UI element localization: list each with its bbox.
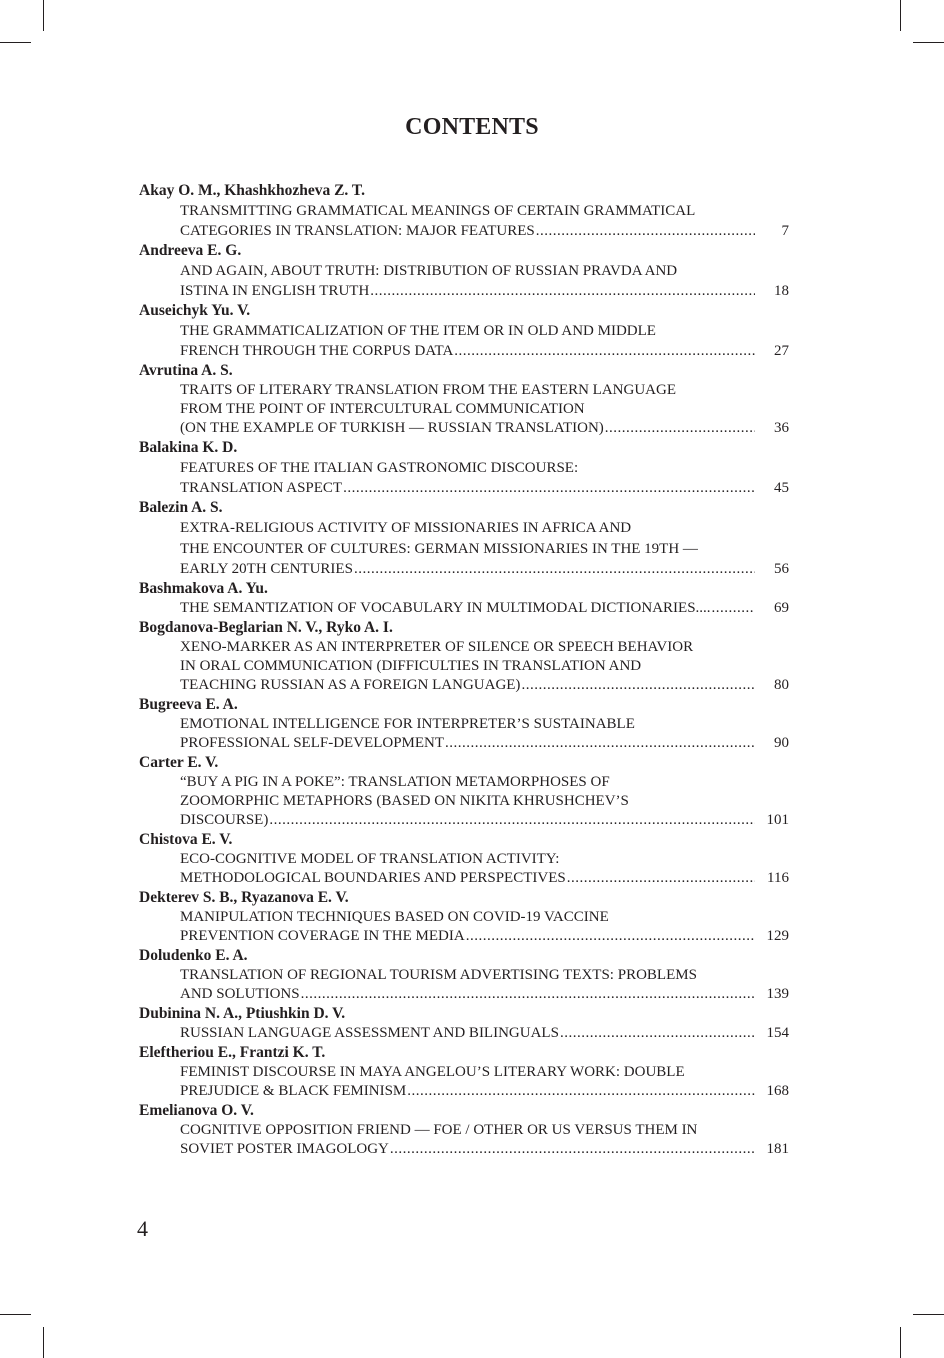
toc-title-line-with-page (139, 599, 789, 618)
toc-author: Balezin A. S. (139, 499, 223, 516)
toc-page-number: 18 (774, 283, 789, 299)
dot-leader (390, 1140, 755, 1159)
toc-page-number: 45 (774, 480, 789, 496)
dot-leader (712, 599, 755, 618)
toc-entry[interactable] (139, 946, 789, 1004)
toc-entry[interactable] (139, 888, 789, 946)
toc-title-line-with-page (139, 1082, 789, 1101)
toc-author: Dubinina N. A., Ptiushkin D. V. (139, 1005, 346, 1022)
toc-title-line: TRANSLATION OF REGIONAL TOURISM ADVERTISING TEXTS: PROBLEMS (180, 967, 697, 983)
toc-title-text: TEACHING RUSSIAN AS A FOREIGN LANGUAGE) (180, 677, 521, 693)
toc-title-line: EXTRA-RELIGIOUS ACTIVITY OF MISSIONARIES IN AFRICA AND (180, 520, 632, 536)
toc-title-text: PREJUDICE & BLACK FEMINISM (180, 1083, 407, 1099)
toc-title-text: PROFESSIONAL SELF-DEVELOPMENT (180, 735, 445, 751)
toc-title-line: FROM THE POINT OF INTERCULTURAL COMMUNICATION (180, 401, 585, 417)
toc-author: Auseichyk Yu. V. (139, 302, 251, 319)
toc-page-number: 181 (766, 1141, 789, 1157)
toc-entry[interactable] (139, 695, 789, 753)
toc-page-number: 56 (774, 561, 789, 577)
toc-title-line: AND AGAIN, ABOUT TRUTH: DISTRIBUTION OF RUSSIAN PRAVDA AND (180, 263, 678, 279)
toc-entry[interactable] (139, 361, 789, 438)
toc-title-line: XENO-MARKER AS AN INTERPRETER OF SILENCE OR SPEECH BEHAVIOR (180, 639, 694, 655)
crop-mark-top-left-vertical (43, 0, 44, 31)
toc-entry[interactable] (139, 301, 789, 361)
toc-title-line: IN ORAL COMMUNICATION (DIFFICULTIES IN TRANSLATION AND (180, 658, 642, 674)
toc-title-text: FRENCH THROUGH THE CORPUS DATA (180, 343, 454, 359)
page-number: 4 (137, 1216, 148, 1241)
toc-title-line-with-page (139, 1024, 789, 1043)
toc-page-number: 7 (781, 223, 789, 239)
toc-title-line-with-page (139, 985, 789, 1004)
toc-title-text: CATEGORIES IN TRANSLATION: MAJOR FEATURES (180, 223, 535, 239)
dot-leader (560, 1024, 755, 1043)
toc-entry[interactable] (139, 1101, 789, 1159)
toc-author: Doludenko E. A. (139, 947, 248, 964)
toc-title-line-with-page (139, 811, 789, 830)
toc-page-number: 69 (774, 600, 789, 616)
toc-title-line: ZOOMORPHIC METAPHORS (BASED ON NIKITA KHRUSHCHEV’S (180, 793, 629, 809)
dot-leader (445, 734, 755, 753)
crop-mark-bottom-right-vertical (900, 1327, 901, 1358)
toc-author: Andreeva E. G. (139, 242, 242, 259)
crop-mark-bottom-left-horizontal (0, 1314, 31, 1315)
toc-author: Bashmakova A. Yu. (139, 580, 268, 597)
dot-leader (370, 282, 755, 301)
toc-page-number: 90 (774, 735, 789, 751)
toc-title-text: DISCOURSE) (180, 812, 269, 828)
toc-title-text: EARLY 20TH CENTURIES (180, 561, 353, 577)
toc-page-number: 27 (774, 343, 789, 359)
toc-title-line: TRANSMITTING GRAMMATICAL MEANINGS OF CERTAIN GRAMMATICAL (180, 203, 696, 219)
dot-leader (521, 676, 755, 695)
toc-title-line: THE ENCOUNTER OF CULTURES: GERMAN MISSIONARIES IN THE 19TH — (180, 541, 698, 557)
toc-author: Bogdanova-Beglarian N. V., Ryko A. I. (139, 619, 393, 636)
toc-author: Avrutina A. S. (139, 362, 233, 379)
toc-title-line: FEMINIST DISCOURSE IN MAYA ANGELOU’S LITERARY WORK: DOUBLE (180, 1064, 685, 1080)
toc-title-line-with-page (139, 419, 789, 438)
toc-title-text: AND SOLUTIONS (180, 986, 300, 1002)
page-title: CONTENTS (405, 114, 539, 140)
toc-page-number: 168 (766, 1083, 789, 1099)
toc-page-number: 154 (766, 1025, 789, 1041)
dot-leader (407, 1082, 755, 1101)
toc-title-line-with-page (139, 560, 789, 579)
toc-title-text: ISTINA IN ENGLISH TRUTH (180, 283, 370, 299)
dot-leader (605, 419, 755, 438)
toc-entry[interactable] (139, 830, 789, 888)
toc-title-line: FEATURES OF THE ITALIAN GASTRONOMIC DISCOURSE: (180, 460, 579, 476)
toc-title-line-with-page (139, 282, 789, 301)
toc-title-line-with-page (139, 734, 789, 753)
toc-entry[interactable] (139, 241, 789, 301)
toc-title-text: PREVENTION COVERAGE IN THE MEDIA (180, 928, 465, 944)
toc-entry[interactable] (139, 618, 789, 695)
dot-leader (354, 560, 755, 579)
toc-title-line: EMOTIONAL INTELLIGENCE FOR INTERPRETER’S SUSTAINABLE (180, 716, 635, 732)
toc-author: Dekterev S. B., Ryazanova E. V. (139, 889, 349, 906)
toc-title-line-with-page (139, 869, 789, 888)
toc-title-text: SOVIET POSTER IMAGOLOGY (180, 1141, 389, 1157)
toc-entry[interactable] (139, 181, 789, 241)
toc-title-line-with-page (139, 927, 789, 946)
toc-title-line-with-page (139, 676, 789, 695)
dot-leader (536, 222, 755, 241)
toc-title-line-with-page (139, 342, 789, 361)
crop-mark-bottom-left-vertical (43, 1327, 44, 1358)
toc-page-number: 129 (766, 928, 789, 944)
dot-leader (567, 869, 755, 888)
dot-leader (301, 985, 755, 1004)
toc-page-number: 36 (774, 420, 789, 436)
toc-title-text: TRANSLATION ASPECT (180, 480, 343, 496)
toc-author: Eleftheriou E., Frantzi K. T. (139, 1044, 326, 1061)
toc-author: Emelianova O. V. (139, 1102, 254, 1119)
toc-title-line: ECO-COGNITIVE MODEL OF TRANSLATION ACTIVITY: (180, 851, 560, 867)
toc-page-number: 80 (774, 677, 789, 693)
toc-title-line: COGNITIVE OPPOSITION FRIEND — FOE / OTHER OR US VERSUS THEM IN (180, 1122, 698, 1138)
toc-title-text: METHODOLOGICAL BOUNDARIES AND PERSPECTIVES (180, 870, 566, 886)
toc-entry[interactable] (139, 579, 789, 618)
toc-entry[interactable] (139, 1004, 789, 1043)
toc-title-text: (ON THE EXAMPLE OF TURKISH — RUSSIAN TRANSLATION) (180, 420, 604, 436)
toc-entry[interactable] (139, 438, 789, 498)
table-of-contents (139, 181, 789, 1159)
toc-author: Bugreeva E. A. (139, 696, 238, 713)
dot-leader (454, 342, 755, 361)
toc-page-number: 101 (766, 812, 789, 828)
toc-author: Akay O. M., Khashkhozheva Z. T. (139, 182, 365, 199)
toc-title-line-with-page (139, 222, 789, 241)
toc-title-line: THE GRAMMATICALIZATION OF THE ITEM OR IN OLD AND MIDDLE (180, 323, 656, 339)
toc-title-line: TRAITS OF LITERARY TRANSLATION FROM THE EASTERN LANGUAGE (180, 382, 676, 398)
dot-leader (269, 811, 755, 830)
toc-title-line: MANIPULATION TECHNIQUES BASED ON COVID-19 VACCINE (180, 909, 609, 925)
crop-mark-top-left-horizontal (0, 42, 31, 43)
crop-mark-bottom-right-horizontal (913, 1314, 944, 1315)
crop-mark-top-right-horizontal (913, 42, 944, 43)
dot-leader (343, 479, 755, 498)
toc-entry[interactable] (139, 498, 789, 579)
toc-author: Carter E. V. (139, 754, 219, 771)
dot-leader (466, 927, 755, 946)
toc-page-number: 116 (767, 870, 789, 886)
toc-title-line: “BUY A PIG IN A POKE”: TRANSLATION METAMORPHOSES OF (180, 774, 610, 790)
toc-title-line-with-page (139, 1140, 789, 1159)
toc-title-line-with-page (139, 479, 789, 498)
toc-page-number: 139 (766, 986, 789, 1002)
toc-author: Balakina K. D. (139, 439, 238, 456)
toc-entry[interactable] (139, 753, 789, 830)
toc-title-text: THE SEMANTIZATION OF VOCABULARY IN MULTIMODAL DICTIONARIES.... (180, 600, 711, 616)
toc-author: Chistova E. V. (139, 831, 233, 848)
toc-entry[interactable] (139, 1043, 789, 1101)
toc-title-text: RUSSIAN LANGUAGE ASSESSMENT AND BILINGUALS (180, 1025, 559, 1041)
crop-mark-top-right-vertical (900, 0, 901, 31)
